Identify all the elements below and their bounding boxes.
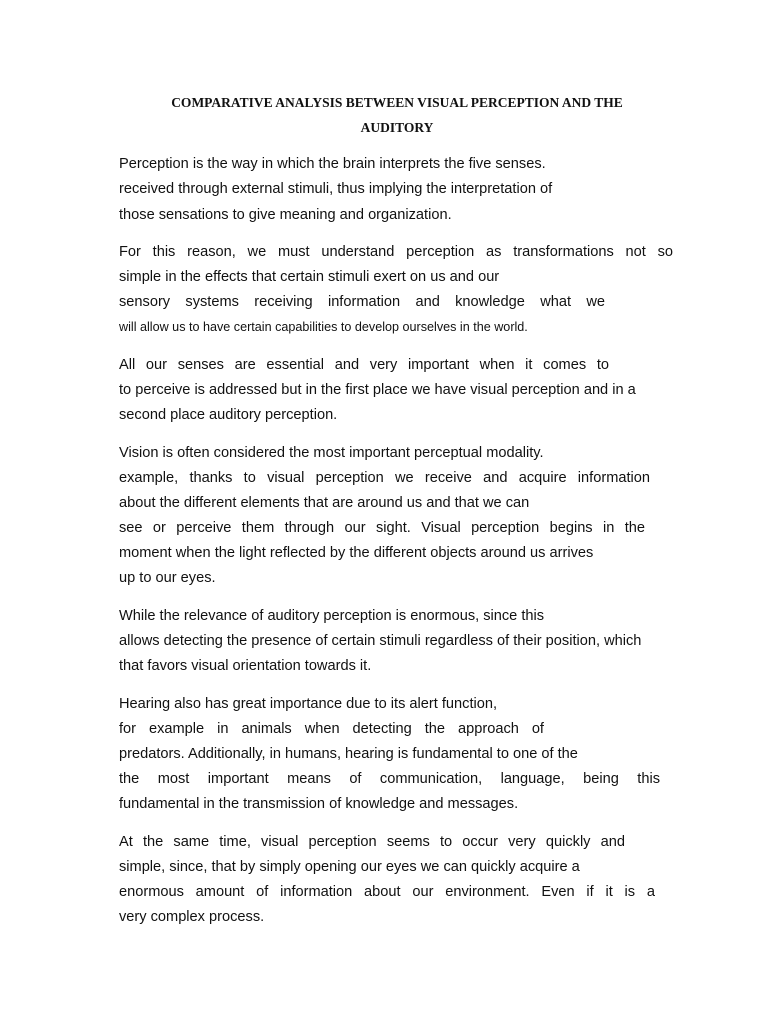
paragraph-line: received through external stimuli, thus implying the interpretation of	[119, 181, 553, 197]
paragraph-line: fundamental in the transmission of knowledge and messages.	[119, 796, 519, 812]
paragraph-line: Perception is the way in which the brain interprets the five senses.	[119, 156, 546, 172]
paragraph-line: about the different elements that are around us and that we can	[119, 495, 530, 511]
title-line: COMPARATIVE ANALYSIS BETWEEN VISUAL PERCEPTION AND THE	[171, 95, 623, 110]
paragraph-line: moment when the light reflected by the different objects around us arrives	[119, 545, 594, 561]
paragraph-line: enormous amount of information about our environment. Even if it is a	[119, 884, 655, 900]
title-line: AUDITORY	[360, 120, 434, 135]
paragraph-line: see or perceive them through our sight. Visual perception begins in the	[119, 520, 645, 536]
paragraph-line: simple in the effects that certain stimuli exert on us and our	[119, 269, 500, 285]
paragraph-line: that favors visual orientation towards it.	[119, 658, 372, 674]
document-title	[140, 90, 654, 140]
paragraph-line: sensory systems receiving information and knowledge what we	[119, 294, 605, 310]
paragraph-line: for example in animals when detecting the approach of	[119, 721, 544, 737]
paragraph-line: simple, since, that by simply opening our eyes we can quickly acquire a	[119, 859, 580, 875]
paragraph-line: example, thanks to visual perception we receive and acquire information	[119, 470, 650, 486]
paragraph-line: allows detecting the presence of certain stimuli regardless of their position, which	[119, 633, 642, 649]
paragraph-line: those sensations to give meaning and organization.	[119, 207, 452, 223]
paragraph-line: will allow us to have certain capabilities to develop ourselves in the world.	[119, 320, 528, 334]
paragraph-line: up to our eyes.	[119, 570, 216, 586]
paragraph-line: Hearing also has great importance due to its alert function,	[119, 696, 498, 712]
paragraph-line: the most important means of communication, language, being this	[119, 771, 660, 787]
paragraph-line: very complex process.	[119, 909, 265, 925]
paragraph-line: to perceive is addressed but in the first place we have visual perception and in a	[119, 382, 636, 398]
paragraph-line: While the relevance of auditory perception is enormous, since this	[119, 608, 545, 624]
paragraph-line: For this reason, we must understand perception as transformations not so	[119, 244, 673, 260]
paragraph-line: predators. Additionally, in humans, hearing is fundamental to one of the	[119, 746, 578, 762]
paragraph-line: Vision is often considered the most important perceptual modality.	[119, 445, 544, 461]
paragraph-line: All our senses are essential and very important when it comes to	[119, 357, 609, 373]
paragraph-line: At the same time, visual perception seems to occur very quickly and	[119, 834, 625, 850]
paragraph-line: second place auditory perception.	[119, 407, 338, 423]
